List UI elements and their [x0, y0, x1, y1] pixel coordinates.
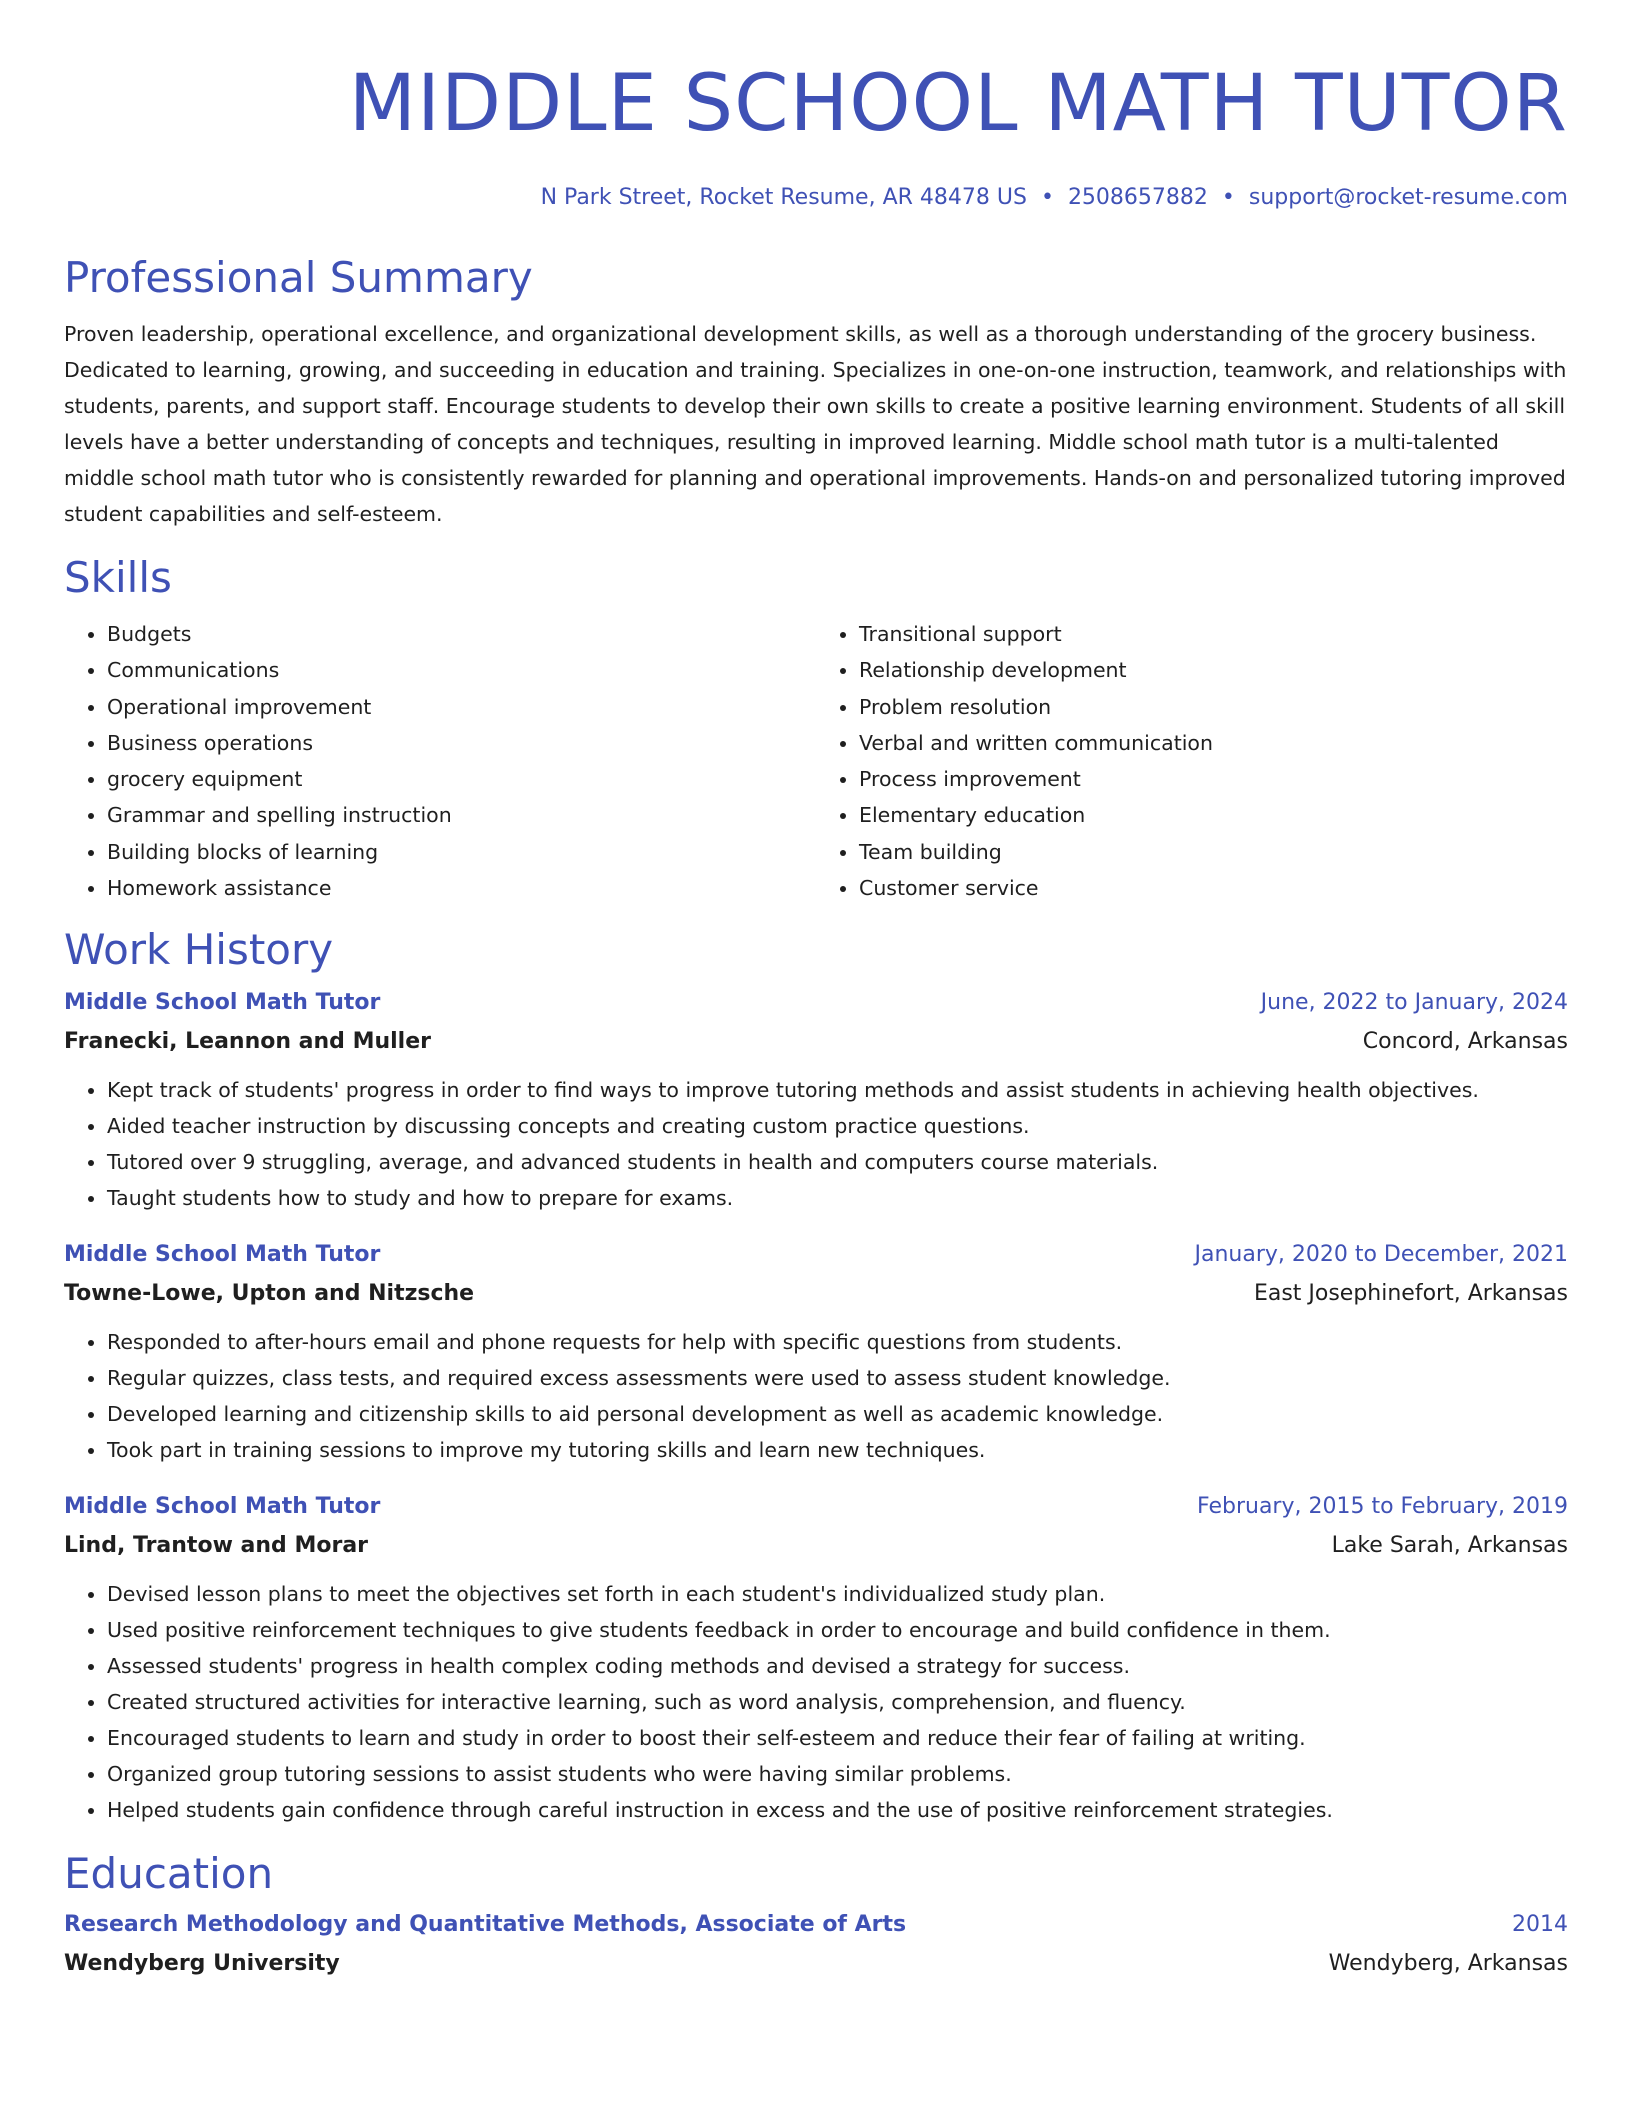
job-entry	[64, 1236, 1568, 1468]
job-bullet: • Created structured activities for interactive learning, such as word analysis, comprehension, and fluency.	[107, 1684, 1568, 1720]
skill-item: • Operational improvement	[107, 689, 816, 725]
skill-item: • Business operations	[107, 725, 816, 761]
job-dates: February, 2015 to February, 2019	[1197, 1494, 1568, 1520]
skills-column-left	[64, 616, 816, 906]
job-header	[64, 1488, 1568, 1526]
job-entry	[64, 1488, 1568, 1828]
education-subheader	[64, 1944, 1568, 1984]
skill-item: • Customer service	[859, 870, 1568, 906]
job-bullet: • Devised lesson plans to meet the objectives set forth in each student's individualized study plan.	[107, 1576, 1568, 1612]
job-company: Lind, Trantow and Morar	[64, 1533, 369, 1559]
skill-item: • Grammar and spelling instruction	[107, 797, 816, 833]
skill-item: • Building blocks of learning	[107, 834, 816, 870]
job-bullets	[64, 1576, 1568, 1828]
job-title: Middle School Math Tutor	[64, 1494, 381, 1520]
job-bullets	[64, 1072, 1568, 1216]
job-bullet: • Regular quizzes, class tests, and required excess assessments were used to assess student knowledge.	[107, 1360, 1568, 1396]
contact-line	[64, 182, 1568, 214]
education-year: 2014	[1512, 1912, 1568, 1938]
skill-item: • Budgets	[107, 616, 816, 652]
skill-item: • Homework assistance	[107, 870, 816, 906]
skill-item: • grocery equipment	[107, 761, 816, 797]
education-school: Wendyberg University	[64, 1951, 340, 1977]
job-subheader	[64, 1022, 1568, 1062]
resume-name: MIDDLE SCHOOL MATH TUTOR	[348, 59, 1568, 149]
contact-separator: •	[1040, 185, 1054, 210]
job-subheader	[64, 1274, 1568, 1314]
job-location: Lake Sarah, Arkansas	[1331, 1533, 1568, 1559]
job-subheader	[64, 1526, 1568, 1566]
education-header	[64, 1906, 1568, 1944]
skills-column-right	[816, 616, 1568, 906]
job-bullet: • Kept track of students' progress in order to find ways to improve tutoring methods and assist students in achieving health objectives.	[107, 1072, 1568, 1108]
job-bullet: • Aided teacher instruction by discussing concepts and creating custom practice questions.	[107, 1108, 1568, 1144]
skills-list	[64, 616, 1568, 906]
job-header	[64, 1236, 1568, 1274]
skill-item: • Process improvement	[859, 761, 1568, 797]
job-bullets	[64, 1324, 1568, 1468]
job-company: Franecki, Leannon and Muller	[64, 1029, 431, 1055]
job-bullet: • Encouraged students to learn and study in order to boost their self-esteem and reduce their fear of failing at writing.	[107, 1720, 1568, 1756]
job-location: East Josephinefort, Arkansas	[1253, 1281, 1568, 1307]
contact-address: N Park Street, Rocket Resume, AR 48478 US	[540, 185, 1027, 210]
education-entry	[64, 1906, 1568, 1984]
job-bullet: • Took part in training sessions to improve my tutoring skills and learn new techniques.	[107, 1432, 1568, 1468]
skill-item: • Elementary education	[859, 797, 1568, 833]
job-title: Middle School Math Tutor	[64, 990, 381, 1016]
skill-item: • Communications	[107, 652, 816, 688]
summary-text: Proven leadership, operational excellence, and organizational development skills, as well as a thorough understanding of the grocery business. Dedicated to learning, growing, and succeeding in education and training. Specializes in one-on-one instruction, teamwork, and relationships with students, parents, and support staff. Encourage students to develop their own skills to create a positive learning environment. Students of all skill levels have a better understanding of concepts and techniques, resulting in improved learning. Middle school math tutor is a multi-talented middle school math tutor who is consistently rewarded for planning and operational improvements. Hands-on and personalized tutoring improved student capabilities and self-esteem.	[64, 322, 1567, 526]
skill-item: • Team building	[859, 834, 1568, 870]
section-title-summary: Professional Summary	[64, 253, 533, 302]
section-title-skills: Skills	[64, 553, 172, 602]
section-title-education: Education	[64, 1849, 274, 1899]
job-bullet: • Organized group tutoring sessions to assist students who were having similar problems.	[107, 1756, 1568, 1792]
job-title: Middle School Math Tutor	[64, 1242, 381, 1268]
job-bullet: • Assessed students' progress in health complex coding methods and devised a strategy for success.	[107, 1648, 1568, 1684]
job-dates: June, 2022 to January, 2024	[1260, 990, 1568, 1016]
job-location: Concord, Arkansas	[1362, 1029, 1568, 1055]
education-degree: Research Methodology and Quantitative Methods, Associate of Arts	[64, 1912, 907, 1938]
job-bullet: • Tutored over 9 struggling, average, and advanced students in health and computers course materials.	[107, 1144, 1568, 1180]
skill-item: • Transitional support	[859, 616, 1568, 652]
job-bullet: • Developed learning and citizenship skills to aid personal development as well as academic knowledge.	[107, 1396, 1568, 1432]
contact-phone: 2508657882	[1067, 185, 1208, 210]
skill-item: • Verbal and written communication	[859, 725, 1568, 761]
job-bullet: • Taught students how to study and how to prepare for exams.	[107, 1180, 1568, 1216]
job-company: Towne-Lowe, Upton and Nitzsche	[64, 1281, 475, 1307]
skill-item: • Problem resolution	[859, 689, 1568, 725]
contact-separator: •	[1221, 185, 1235, 210]
contact-email[interactable]: support@rocket-resume.com	[1248, 185, 1568, 210]
job-dates: January, 2020 to December, 2021	[1194, 1242, 1568, 1268]
section-title-work: Work History	[64, 925, 334, 975]
job-bullet: • Responded to after-hours email and phone requests for help with specific questions from students.	[107, 1324, 1568, 1360]
job-bullet: • Helped students gain confidence through careful instruction in excess and the use of positive reinforcement strategies.	[107, 1792, 1568, 1828]
education-location: Wendyberg, Arkansas	[1328, 1951, 1568, 1977]
job-entry	[64, 984, 1568, 1216]
job-header	[64, 984, 1568, 1022]
skill-item: • Relationship development	[859, 652, 1568, 688]
job-bullet: • Used positive reinforcement techniques to give students feedback in order to encourage and build confidence in them.	[107, 1612, 1568, 1648]
